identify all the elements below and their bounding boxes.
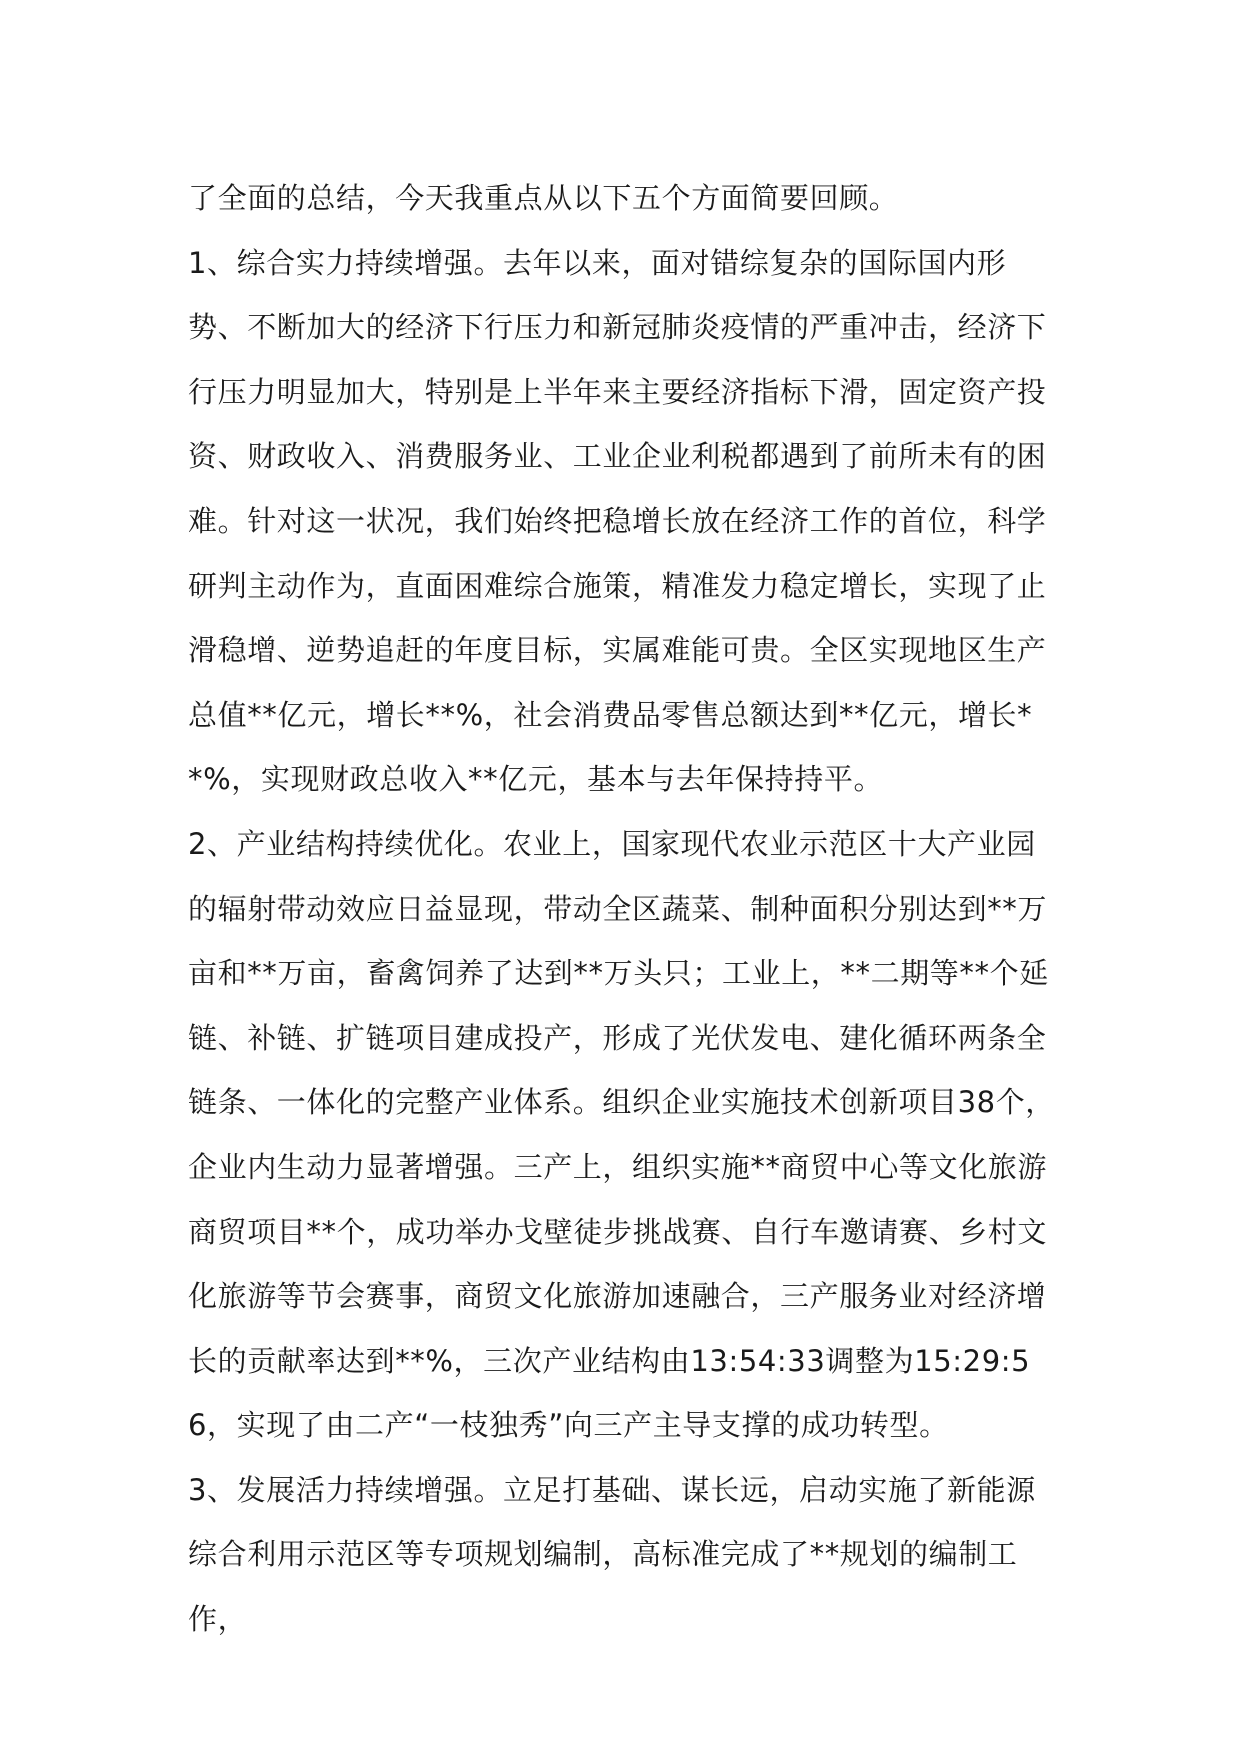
paragraph-section-2: 2、产业结构持续优化。农业上，国家现代农业示范区十大产业园的辐射带动效应日益显现，带动全区蔬菜、制种面积分别达到**万亩和**万亩，畜禽饲养了达到**万头只；工业上，**二期等**个延链、补链、扩链项目建成投产，形成了光伏发电、建化循环两条全链条、一体化的完整产业体系。组织企业实施技术创新项目38个，企业内生动力显著增强。三产上，组织实施**商贸中心等文化旅游商贸项目**个，成功举办戈壁徒步挑战赛、自行车邀请赛、乡村文化旅游等节会赛事，商贸文化旅游加速融合，三产服务业对经济增长的贡献率达到**%，三次产业结构由13:54:33调整为15:29:56，实现了由二产“一枝独秀”向三产主导支撑的成功转型。 [188, 826, 1055, 1443]
paragraph-section-1: 1、综合实力持续增强。去年以来，面对错综复杂的国际国内形势、不断加大的经济下行压力和新冠肺炎疫情的严重冲击，经济下行压力明显加大，特别是上半年来主要经济指标下滑，固定资产投资、财政收入、消费服务业、工业企业利税都遇到了前所未有的困难。针对这一状况，我们始终把稳增长放在经济工作的首位，科学研判主动作为，直面困难综合施策，精准发力稳定增长，实现了止滑稳增、逆势追赶的年度目标，实属难能可贵。全区实现地区生产总值**亿元，增长**%，社会消费品零售总额达到**亿元，增长**%，实现财政总收入**亿元，基本与去年保持持平。 [188, 245, 1047, 797]
paragraph-intro-continuation: 了全面的总结，今天我重点从以下五个方面简要回顾。 [188, 181, 899, 215]
paragraph-section-3: 3、发展活力持续增强。立足打基础、谋长远，启动实施了新能源综合利用示范区等专项规划编制，高标准完成了**规划的编制工作， [188, 1472, 1036, 1637]
document-body [188, 166, 1058, 1652]
